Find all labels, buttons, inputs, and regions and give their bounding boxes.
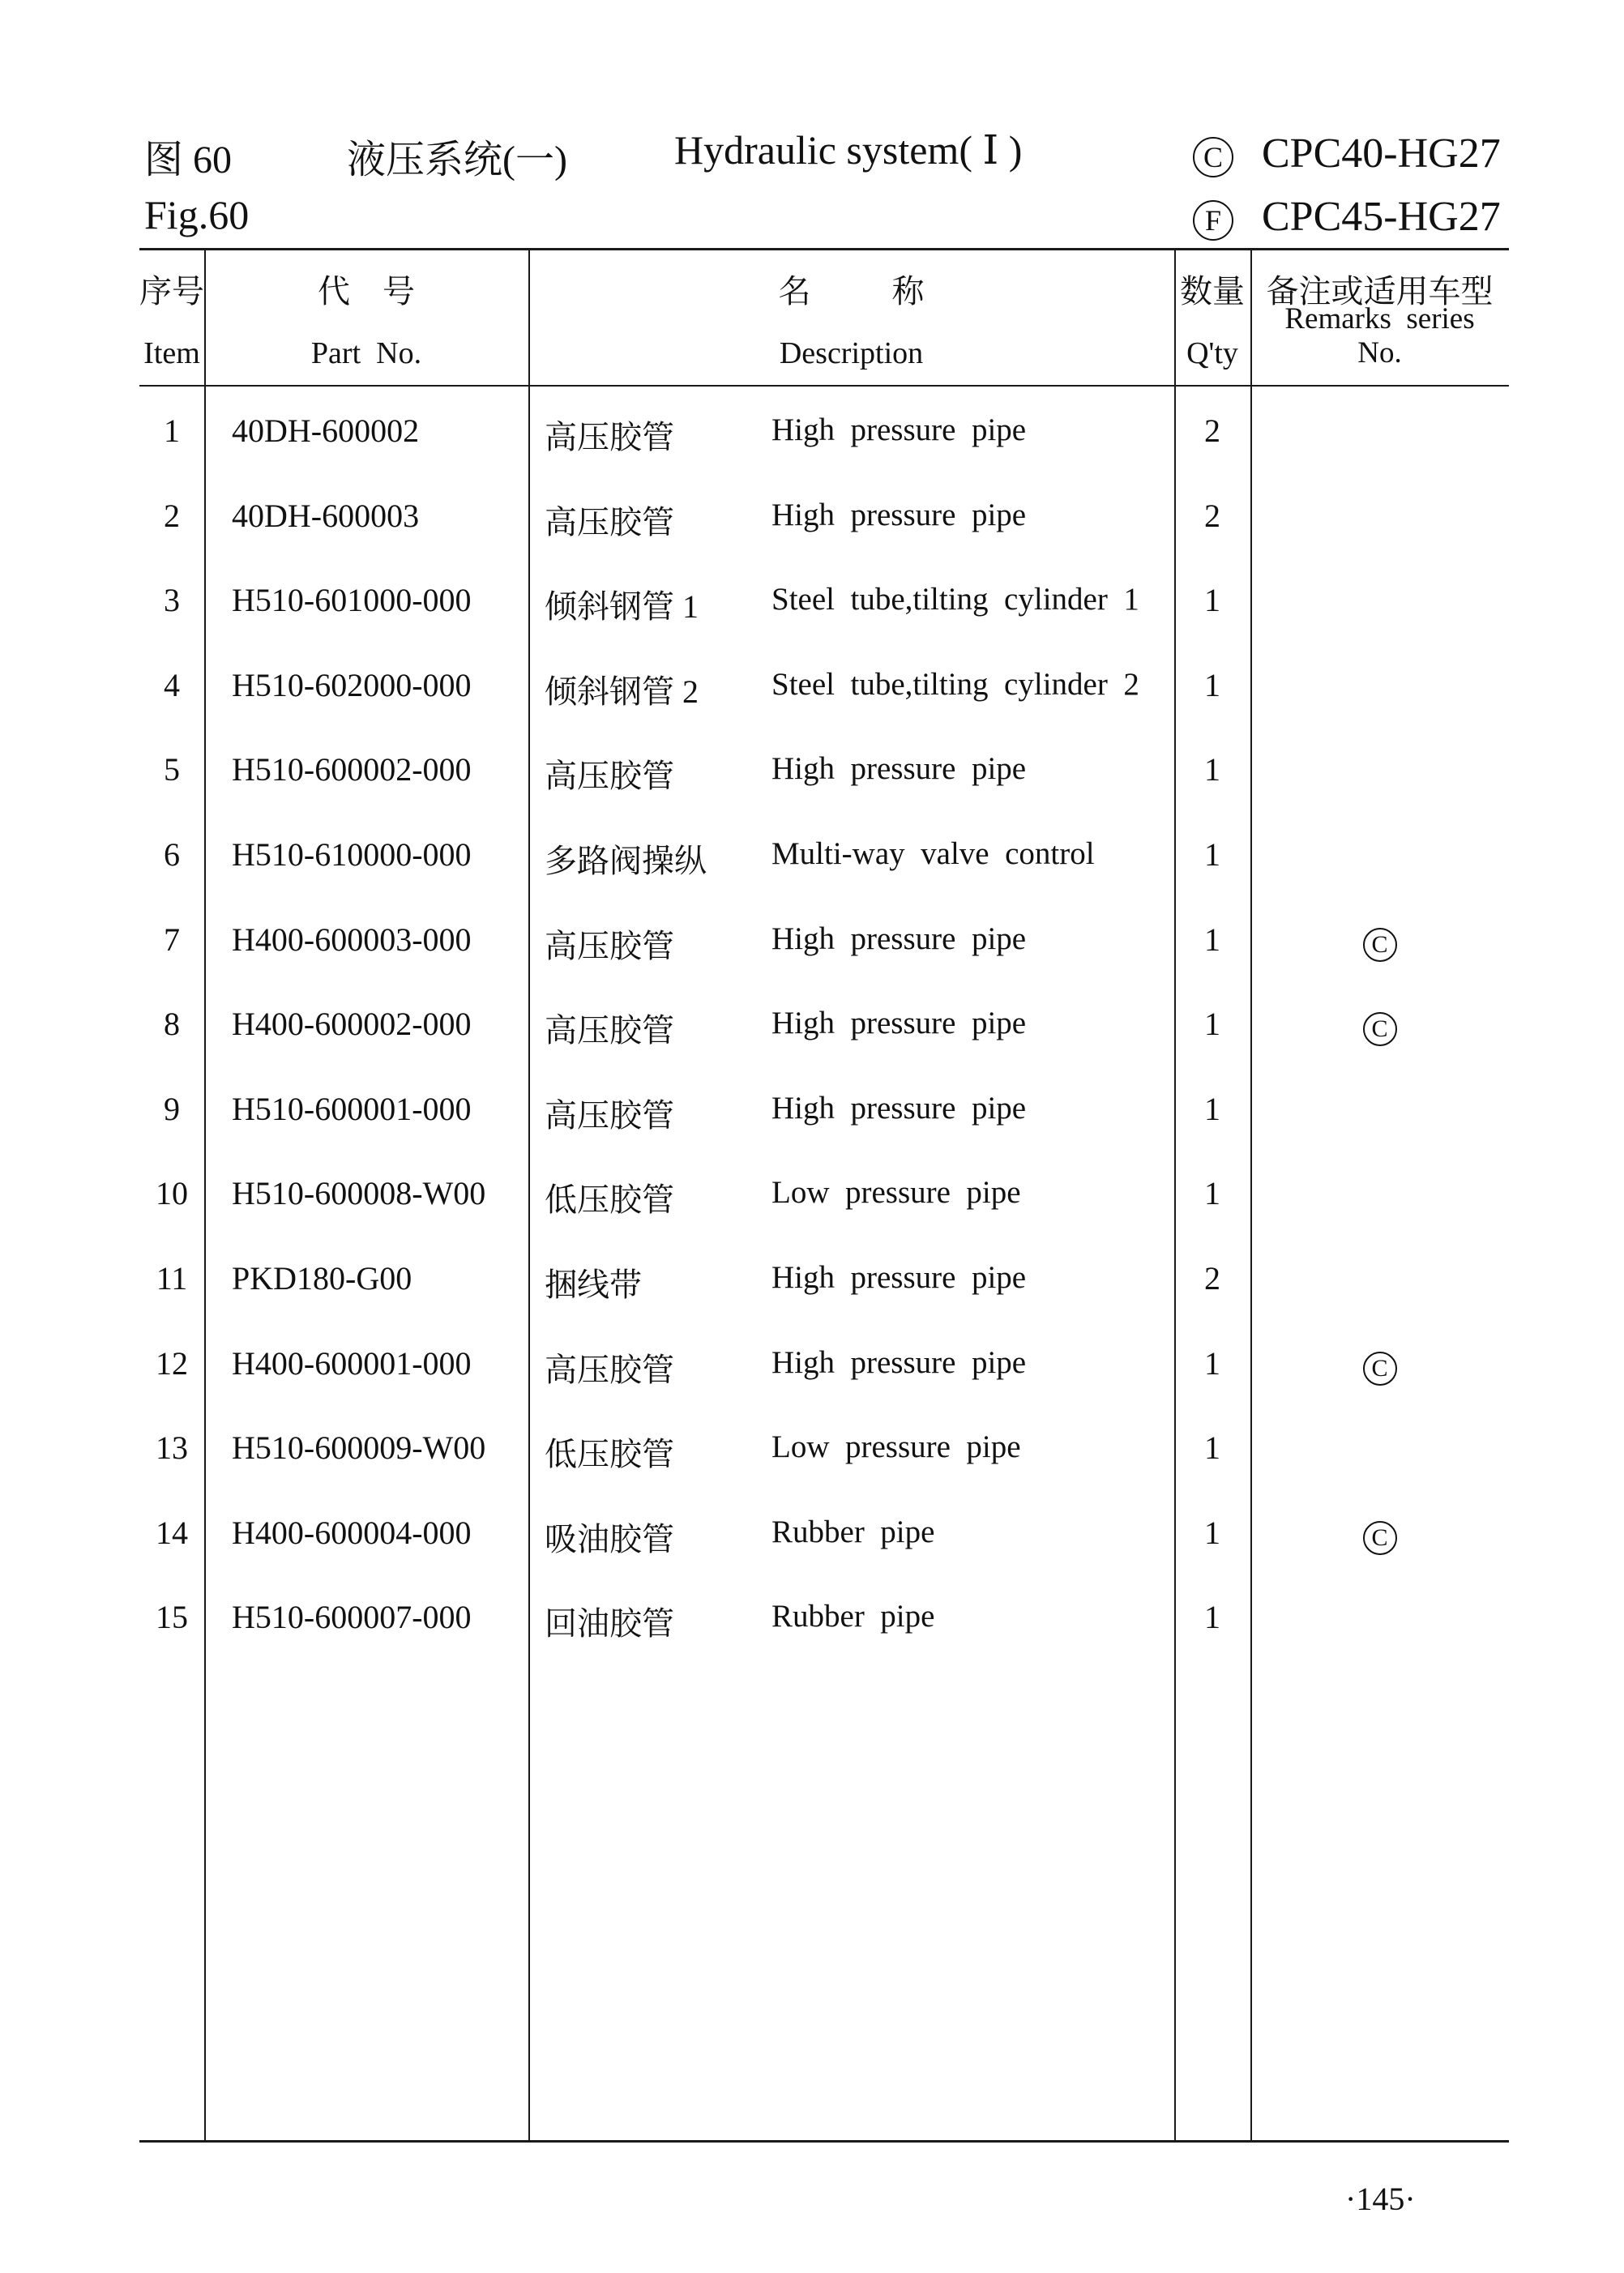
part-number-cell: H510-600007-000 (232, 1599, 472, 1635)
chinese-name-cell: 捆线带 (545, 1267, 642, 1303)
description-cell: High pressure pipe (771, 921, 1027, 956)
chinese-name-cell: 高压胶管 (545, 1097, 674, 1134)
figure-number-en: Fig.60 (144, 192, 250, 237)
circled-c-icon: C (1363, 928, 1397, 962)
model-f (1193, 193, 1501, 241)
item-cell: 5 (164, 751, 180, 788)
header-remarks-en: Remarks series (1284, 302, 1475, 335)
chinese-name-cell: 倾斜钢管 1 (545, 588, 699, 625)
part-number-cell: H510-610000-000 (232, 836, 472, 873)
remarks-cell (1250, 922, 1509, 962)
quantity-cell: 1 (1204, 1006, 1220, 1042)
part-number-cell: H510-600001-000 (232, 1091, 472, 1127)
item-cell: 3 (164, 582, 180, 618)
part-number-cell: H400-600002-000 (232, 1006, 472, 1042)
chinese-name-cell: 回油胶管 (545, 1605, 674, 1642)
part-number-cell: PKD180-G00 (232, 1260, 412, 1297)
header-qty-en: Q'ty (1186, 336, 1238, 370)
part-number-cell: H510-602000-000 (232, 667, 472, 703)
item-cell: 8 (164, 1006, 180, 1042)
quantity-cell: 1 (1204, 1091, 1220, 1127)
item-cell: 1 (164, 412, 180, 449)
quantity-cell: 2 (1204, 498, 1220, 534)
chinese-name-cell: 高压胶管 (545, 1012, 674, 1049)
figure-number-cn: 图 60 (144, 139, 233, 182)
title-cn: 液压系统(一) (347, 139, 567, 182)
table-top-rule (139, 248, 1509, 250)
item-cell: 4 (164, 667, 180, 703)
description-cell: High pressure pipe (771, 751, 1027, 786)
description-cell: Multi-way valve control (771, 836, 1095, 871)
column-divider (528, 249, 530, 2143)
description-cell: High pressure pipe (771, 1091, 1027, 1126)
description-cell: High pressure pipe (771, 412, 1027, 447)
circled-c-icon: C (1363, 1012, 1397, 1046)
model-c-name: CPC40-HG27 (1262, 130, 1501, 177)
chinese-name-cell: 高压胶管 (545, 758, 674, 794)
chinese-name-cell: 吸油胶管 (545, 1521, 674, 1557)
item-cell: 9 (164, 1091, 180, 1127)
description-cell: High pressure pipe (771, 498, 1027, 532)
header-part-cn: 代 号 (318, 273, 415, 310)
header-bottom-rule (139, 385, 1509, 387)
description-cell: Steel tube,tilting cylinder 2 (771, 667, 1139, 702)
header-item-cn: 序号 (139, 273, 204, 310)
quantity-cell: 1 (1204, 582, 1220, 618)
part-number-cell: H400-600004-000 (232, 1515, 472, 1551)
quantity-cell: 2 (1204, 412, 1220, 449)
item-cell: 12 (156, 1345, 188, 1382)
remarks-cell (1250, 1006, 1509, 1046)
description-cell: High pressure pipe (771, 1260, 1027, 1295)
part-number-cell: H400-600001-000 (232, 1345, 472, 1382)
model-f-name: CPC45-HG27 (1262, 194, 1501, 240)
chinese-name-cell: 多路阀操纵 (545, 843, 707, 879)
description-cell: High pressure pipe (771, 1345, 1027, 1380)
part-number-cell: H400-600003-000 (232, 921, 472, 958)
model-c (1193, 130, 1501, 177)
circled-c-icon: C (1363, 1352, 1397, 1386)
header-desc-en: Description (779, 336, 924, 370)
header-remarks-cn: 备注或适用车型 (1266, 273, 1494, 310)
chinese-name-cell: 倾斜钢管 2 (545, 673, 699, 710)
chinese-name-cell: 高压胶管 (545, 504, 674, 540)
part-number-cell: H510-600008-W00 (232, 1175, 486, 1211)
column-divider (1250, 249, 1252, 2143)
chinese-name-cell: 低压胶管 (545, 1436, 674, 1472)
part-number-cell: H510-600002-000 (232, 751, 472, 788)
item-cell: 15 (156, 1599, 188, 1635)
page-number: ·145· (1345, 2181, 1416, 2217)
description-cell: Steel tube,tilting cylinder 1 (771, 582, 1139, 617)
quantity-cell: 1 (1204, 1175, 1220, 1211)
header-item-en: Item (143, 336, 200, 370)
quantity-cell: 1 (1204, 1515, 1220, 1551)
quantity-cell: 2 (1204, 1260, 1220, 1297)
table-bottom-rule (139, 2140, 1509, 2143)
item-cell: 13 (156, 1429, 188, 1466)
chinese-name-cell: 高压胶管 (545, 928, 674, 964)
part-number-cell: 40DH-600002 (232, 412, 420, 449)
quantity-cell: 1 (1204, 1599, 1220, 1635)
item-cell: 11 (156, 1260, 188, 1297)
column-divider (204, 249, 206, 2143)
item-cell: 10 (156, 1175, 188, 1211)
circled-c-icon: C (1193, 137, 1233, 177)
circled-c-icon: C (1363, 1521, 1397, 1555)
chinese-name-cell: 高压胶管 (545, 1352, 674, 1388)
quantity-cell: 1 (1204, 667, 1220, 703)
description-cell: Low pressure pipe (771, 1175, 1021, 1210)
chinese-name-cell: 高压胶管 (545, 419, 674, 455)
part-number-cell: 40DH-600003 (232, 498, 420, 534)
quantity-cell: 1 (1204, 921, 1220, 958)
circled-f-icon: F (1193, 200, 1233, 241)
item-cell: 7 (164, 921, 180, 958)
part-number-cell: H510-600009-W00 (232, 1429, 486, 1466)
description-cell: Rubber pipe (771, 1515, 935, 1549)
item-cell: 2 (164, 498, 180, 534)
quantity-cell: 1 (1204, 1429, 1220, 1466)
header-desc-cn: 名 称 (778, 273, 925, 310)
title-en: Hydraulic system( Ⅰ ) (674, 127, 1023, 173)
remarks-cell (1250, 1346, 1509, 1386)
quantity-cell: 1 (1204, 751, 1220, 788)
item-cell: 14 (156, 1515, 188, 1551)
quantity-cell: 1 (1204, 1345, 1220, 1382)
header-part-en: Part No. (310, 336, 422, 370)
part-number-cell: H510-601000-000 (232, 582, 472, 618)
description-cell: Low pressure pipe (771, 1429, 1021, 1464)
header-qty-cn: 数量 (1180, 273, 1245, 310)
remarks-cell (1250, 1515, 1509, 1555)
header-remarks-en-no: No. (1357, 336, 1402, 370)
quantity-cell: 1 (1204, 836, 1220, 873)
description-cell: Rubber pipe (771, 1599, 935, 1634)
description-cell: High pressure pipe (771, 1006, 1027, 1040)
chinese-name-cell: 低压胶管 (545, 1181, 674, 1218)
item-cell: 6 (164, 836, 180, 873)
